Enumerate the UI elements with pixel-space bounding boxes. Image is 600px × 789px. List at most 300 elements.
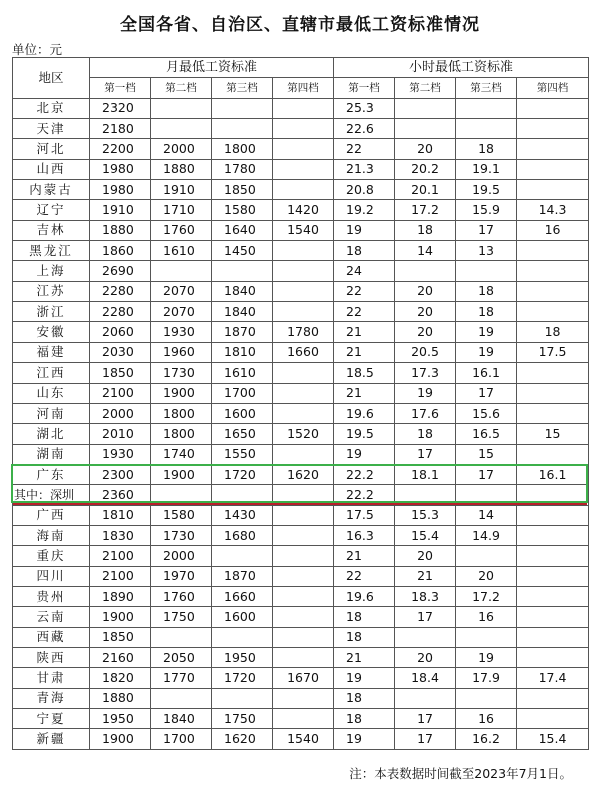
monthly-tier-2-cell: 1900 [151,383,212,403]
hourly-tier-3-cell: 16.2 [456,729,517,749]
hourly-tier-1-cell: 22 [334,281,395,301]
region-cell: 北京 [13,98,90,118]
monthly-tier-4-cell: 1670 [273,668,334,688]
monthly-tier-4-cell [273,261,334,281]
table-row [13,709,589,729]
monthly-tier-2-cell [151,98,212,118]
hourly-tier-3-cell: 19 [456,342,517,362]
region-cell: 陕西 [13,647,90,667]
page-title: 全国各省、自治区、直辖市最低工资标准情况 [120,15,480,35]
hourly-tier-1-header: 第一档 [334,78,395,98]
region-cell: 云南 [13,607,90,627]
hourly-tier-2-cell: 17 [395,444,456,464]
hourly-tier-3-cell [456,485,517,505]
region-cell: 重庆 [13,546,90,566]
hourly-tier-1-cell: 18 [334,607,395,627]
monthly-tier-3-cell [212,627,273,647]
monthly-tier-3-cell [212,98,273,118]
hourly-header: 小时最低工资标准 [334,58,589,78]
monthly-tier-3-cell: 1840 [212,302,273,322]
hourly-tier-3-cell: 16.1 [456,363,517,383]
monthly-tier-1-cell: 1880 [90,220,151,240]
region-cell: 青海 [13,688,90,708]
monthly-tier-4-cell: 1540 [273,729,334,749]
hourly-tier-2-cell: 20 [395,546,456,566]
region-cell: 甘肃 [13,668,90,688]
header-row-groups [13,58,589,78]
region-header: 地区 [13,58,90,99]
hourly-tier-1-cell: 21 [334,383,395,403]
monthly-tier-3-cell: 1750 [212,709,273,729]
hourly-tier-1-cell: 21 [334,647,395,667]
hourly-tier-4-cell [517,281,589,301]
hourly-tier-4-cell [517,485,589,505]
monthly-tier-2-cell: 1970 [151,566,212,586]
hourly-tier-4-cell [517,586,589,606]
hourly-tier-1-cell: 21 [334,546,395,566]
hourly-tier-1-cell: 22 [334,302,395,322]
monthly-tier-3-cell: 1720 [212,668,273,688]
hourly-tier-3-cell: 17 [456,464,517,484]
monthly-tier-4-cell [273,403,334,423]
table-row [13,607,589,627]
hourly-tier-2-cell: 20.5 [395,342,456,362]
hourly-tier-2-cell: 21 [395,566,456,586]
monthly-tier-2-cell: 1960 [151,342,212,362]
hourly-tier-4-cell [517,119,589,139]
monthly-tier-4-cell [273,688,334,708]
hourly-tier-2-cell: 20.1 [395,180,456,200]
monthly-tier-1-cell: 2280 [90,281,151,301]
header-row-tiers [13,78,589,98]
region-cell: 其中：深圳 [13,485,90,505]
monthly-tier-4-cell [273,586,334,606]
region-cell: 黑龙江 [13,241,90,261]
hourly-tier-4-cell [517,363,589,383]
region-cell: 内蒙古 [13,180,90,200]
monthly-tier-1-cell: 2180 [90,119,151,139]
hourly-tier-3-cell [456,546,517,566]
hourly-tier-3-cell [456,688,517,708]
monthly-tier-2-cell: 1880 [151,159,212,179]
hourly-tier-3-cell: 16 [456,607,517,627]
hourly-tier-2-cell: 18 [395,424,456,444]
table-row [13,180,589,200]
monthly-tier-3-header: 第三档 [212,78,273,98]
hourly-tier-2-cell: 18.3 [395,586,456,606]
region-cell: 吉林 [13,220,90,240]
monthly-tier-4-cell [273,505,334,525]
region-cell: 上海 [13,261,90,281]
hourly-tier-2-cell: 17.2 [395,200,456,220]
hourly-tier-3-cell: 17.2 [456,586,517,606]
monthly-tier-1-cell: 2060 [90,322,151,342]
hourly-tier-2-cell: 17 [395,607,456,627]
monthly-tier-1-cell: 2320 [90,98,151,118]
hourly-tier-1-cell: 21 [334,322,395,342]
table-row [13,363,589,383]
hourly-tier-2-cell: 15.4 [395,525,456,545]
monthly-tier-1-cell: 1810 [90,505,151,525]
hourly-tier-3-cell: 15.9 [456,200,517,220]
hourly-tier-1-cell: 18 [334,627,395,647]
footnote: 注：本表数据时间截至2023年7月1日。 [349,766,572,781]
monthly-tier-3-cell: 1840 [212,281,273,301]
hourly-tier-1-cell: 19.6 [334,403,395,423]
monthly-tier-2-cell: 1730 [151,363,212,383]
hourly-tier-3-cell [456,119,517,139]
hourly-tier-1-cell: 18.5 [334,363,395,383]
hourly-tier-4-cell [517,383,589,403]
table-row [13,403,589,423]
hourly-tier-4-cell [517,261,589,281]
monthly-tier-2-cell: 1740 [151,444,212,464]
monthly-tier-1-cell: 2690 [90,261,151,281]
monthly-tier-3-cell: 1800 [212,139,273,159]
monthly-header: 月最低工资标准 [90,58,334,78]
monthly-tier-2-cell: 1700 [151,729,212,749]
hourly-tier-2-cell [395,98,456,118]
table-row [13,525,589,545]
hourly-tier-3-cell: 16 [456,709,517,729]
table-row [13,302,589,322]
hourly-tier-3-cell: 19 [456,647,517,667]
table-row [13,505,589,525]
hourly-tier-1-cell: 25.3 [334,98,395,118]
hourly-tier-1-cell: 19 [334,668,395,688]
monthly-tier-1-cell: 2100 [90,566,151,586]
hourly-tier-2-cell: 14 [395,241,456,261]
monthly-tier-3-cell: 1680 [212,525,273,545]
monthly-tier-1-cell: 1850 [90,363,151,383]
monthly-tier-2-cell: 1800 [151,403,212,423]
hourly-tier-1-cell: 22 [334,566,395,586]
hourly-tier-1-cell: 16.3 [334,525,395,545]
region-cell: 河南 [13,403,90,423]
monthly-tier-2-cell: 1840 [151,709,212,729]
hourly-tier-2-cell [395,485,456,505]
hourly-tier-1-cell: 17.5 [334,505,395,525]
hourly-tier-3-cell [456,261,517,281]
monthly-tier-1-cell: 2160 [90,647,151,667]
hourly-tier-4-cell: 15 [517,424,589,444]
table-body [13,98,589,749]
hourly-tier-1-cell: 19 [334,220,395,240]
monthly-tier-3-cell [212,546,273,566]
monthly-tier-2-cell: 2000 [151,546,212,566]
region-cell: 西藏 [13,627,90,647]
monthly-tier-4-cell [273,281,334,301]
monthly-tier-1-cell: 1880 [90,688,151,708]
hourly-tier-4-cell [517,302,589,322]
hourly-tier-4-cell [517,607,589,627]
monthly-tier-1-cell: 2300 [90,464,151,484]
hourly-tier-3-cell: 15 [456,444,517,464]
unit-label: 单位：元 [12,42,63,57]
monthly-tier-2-cell [151,485,212,505]
monthly-tier-4-cell [273,302,334,322]
region-cell: 福建 [13,342,90,362]
monthly-tier-4-cell [273,647,334,667]
table-row [13,424,589,444]
monthly-tier-3-cell: 1620 [212,729,273,749]
monthly-tier-1-cell: 1850 [90,627,151,647]
hourly-tier-4-cell: 17.4 [517,668,589,688]
hourly-tier-2-cell [395,119,456,139]
hourly-tier-2-cell: 18.1 [395,464,456,484]
monthly-tier-1-header: 第一档 [90,78,151,98]
monthly-tier-3-cell: 1720 [212,464,273,484]
region-cell: 河北 [13,139,90,159]
table-row [13,444,589,464]
monthly-tier-1-cell: 1900 [90,729,151,749]
monthly-tier-4-cell: 1660 [273,342,334,362]
table-row [13,119,589,139]
monthly-tier-1-cell: 1820 [90,668,151,688]
table-row [13,647,589,667]
hourly-tier-1-cell: 22.6 [334,119,395,139]
monthly-tier-4-cell: 1420 [273,200,334,220]
monthly-tier-1-cell: 1900 [90,607,151,627]
monthly-tier-3-cell [212,688,273,708]
hourly-tier-4-cell: 14.3 [517,200,589,220]
hourly-tier-3-cell: 19.1 [456,159,517,179]
table-row [13,688,589,708]
hourly-tier-4-cell: 17.5 [517,342,589,362]
monthly-tier-1-cell: 1930 [90,444,151,464]
monthly-tier-1-cell: 2280 [90,302,151,322]
monthly-tier-4-cell [273,363,334,383]
hourly-tier-2-cell [395,688,456,708]
hourly-tier-2-cell: 17.3 [395,363,456,383]
monthly-tier-2-cell [151,119,212,139]
hourly-tier-3-cell: 19.5 [456,180,517,200]
monthly-tier-4-cell [273,180,334,200]
monthly-tier-2-cell: 1910 [151,180,212,200]
monthly-tier-4-cell [273,485,334,505]
table-row [13,241,589,261]
minimum-wage-table [12,57,589,750]
hourly-tier-2-cell: 20 [395,139,456,159]
monthly-tier-4-cell: 1620 [273,464,334,484]
hourly-tier-4-cell: 18 [517,322,589,342]
table-row [13,485,589,505]
hourly-tier-1-cell: 19 [334,444,395,464]
monthly-tier-3-cell [212,485,273,505]
monthly-tier-1-cell: 1860 [90,241,151,261]
table-row [13,281,589,301]
hourly-tier-1-cell: 22.2 [334,485,395,505]
monthly-tier-1-cell: 2030 [90,342,151,362]
table-row [13,139,589,159]
hourly-tier-2-cell: 20 [395,322,456,342]
hourly-tier-2-cell: 18 [395,220,456,240]
monthly-tier-1-cell: 2100 [90,546,151,566]
hourly-tier-4-cell [517,546,589,566]
region-cell: 湖南 [13,444,90,464]
monthly-tier-4-cell [273,119,334,139]
hourly-tier-3-cell: 16.5 [456,424,517,444]
hourly-tier-1-cell: 19 [334,729,395,749]
table-row [13,220,589,240]
monthly-tier-2-cell [151,627,212,647]
hourly-tier-4-cell [517,566,589,586]
region-cell: 四川 [13,566,90,586]
hourly-tier-1-cell: 20.8 [334,180,395,200]
table-row [13,383,589,403]
region-cell: 江苏 [13,281,90,301]
monthly-tier-1-cell: 2000 [90,403,151,423]
monthly-tier-3-cell: 1810 [212,342,273,362]
monthly-tier-1-cell: 1950 [90,709,151,729]
region-cell: 江西 [13,363,90,383]
hourly-tier-1-cell: 22.2 [334,464,395,484]
monthly-tier-3-cell: 1430 [212,505,273,525]
region-cell: 新疆 [13,729,90,749]
monthly-tier-4-cell [273,383,334,403]
hourly-tier-4-cell [517,525,589,545]
hourly-tier-3-cell: 20 [456,566,517,586]
hourly-tier-1-cell: 22 [334,139,395,159]
monthly-tier-3-cell: 1660 [212,586,273,606]
monthly-tier-4-cell: 1520 [273,424,334,444]
monthly-tier-2-cell: 1770 [151,668,212,688]
monthly-tier-1-cell: 2200 [90,139,151,159]
region-cell: 安徽 [13,322,90,342]
monthly-tier-1-cell: 1910 [90,200,151,220]
region-cell: 湖北 [13,424,90,444]
hourly-tier-2-cell: 17 [395,709,456,729]
monthly-tier-2-cell: 2050 [151,647,212,667]
hourly-tier-2-cell: 20 [395,647,456,667]
table-row [13,729,589,749]
monthly-tier-3-cell: 1700 [212,383,273,403]
hourly-tier-3-cell: 14 [456,505,517,525]
hourly-tier-1-cell: 21.3 [334,159,395,179]
region-cell: 广东 [13,464,90,484]
monthly-tier-4-cell [273,444,334,464]
hourly-tier-3-cell: 18 [456,302,517,322]
monthly-tier-4-cell [273,607,334,627]
monthly-tier-1-cell: 1980 [90,159,151,179]
table-row [13,159,589,179]
monthly-tier-3-cell: 1640 [212,220,273,240]
hourly-tier-1-cell: 19.2 [334,200,395,220]
monthly-tier-3-cell [212,261,273,281]
hourly-tier-2-cell: 15.3 [395,505,456,525]
hourly-tier-4-cell [517,709,589,729]
monthly-tier-3-cell: 1550 [212,444,273,464]
monthly-tier-4-cell [273,241,334,261]
table-row [13,668,589,688]
monthly-tier-2-cell: 1900 [151,464,212,484]
hourly-tier-1-cell: 19.6 [334,586,395,606]
monthly-tier-4-cell [273,98,334,118]
table-row [13,464,589,484]
region-cell: 浙江 [13,302,90,322]
monthly-tier-4-cell: 1540 [273,220,334,240]
hourly-tier-3-cell [456,627,517,647]
region-cell: 山东 [13,383,90,403]
hourly-tier-2-cell [395,261,456,281]
monthly-tier-2-cell: 1750 [151,607,212,627]
monthly-tier-3-cell: 1870 [212,566,273,586]
monthly-tier-4-cell [273,525,334,545]
hourly-tier-4-cell [517,241,589,261]
hourly-tier-4-cell [517,444,589,464]
monthly-tier-4-cell [273,627,334,647]
table-row [13,322,589,342]
monthly-tier-3-cell: 1580 [212,200,273,220]
monthly-tier-2-cell: 1730 [151,525,212,545]
hourly-tier-4-cell: 16 [517,220,589,240]
monthly-tier-3-cell: 1850 [212,180,273,200]
monthly-tier-3-cell: 1950 [212,647,273,667]
monthly-tier-4-cell [273,566,334,586]
table-row [13,546,589,566]
hourly-tier-3-cell: 18 [456,281,517,301]
hourly-tier-2-cell [395,627,456,647]
hourly-tier-4-cell: 16.1 [517,464,589,484]
hourly-tier-1-cell: 24 [334,261,395,281]
table-row [13,261,589,281]
monthly-tier-4-cell [273,709,334,729]
hourly-tier-4-cell: 15.4 [517,729,589,749]
monthly-tier-4-cell: 1780 [273,322,334,342]
hourly-tier-1-cell: 18 [334,241,395,261]
monthly-tier-3-cell: 1870 [212,322,273,342]
monthly-tier-3-cell: 1600 [212,403,273,423]
hourly-tier-1-cell: 18 [334,688,395,708]
monthly-tier-4-cell [273,159,334,179]
monthly-tier-2-cell [151,688,212,708]
table-row [13,566,589,586]
hourly-tier-1-cell: 21 [334,342,395,362]
monthly-tier-1-cell: 1890 [90,586,151,606]
hourly-tier-4-cell [517,180,589,200]
hourly-tier-2-cell: 17.6 [395,403,456,423]
monthly-tier-2-cell: 1710 [151,200,212,220]
hourly-tier-2-cell: 20 [395,281,456,301]
hourly-tier-4-cell [517,139,589,159]
monthly-tier-3-cell: 1780 [212,159,273,179]
hourly-tier-2-cell: 20 [395,302,456,322]
monthly-tier-4-cell [273,139,334,159]
monthly-tier-2-cell: 2070 [151,302,212,322]
hourly-tier-4-header: 第四档 [517,78,589,98]
monthly-tier-1-cell: 2360 [90,485,151,505]
monthly-tier-1-cell: 1980 [90,180,151,200]
hourly-tier-2-cell: 19 [395,383,456,403]
monthly-tier-3-cell: 1610 [212,363,273,383]
table-row [13,586,589,606]
monthly-tier-2-cell: 1610 [151,241,212,261]
monthly-tier-1-cell: 2010 [90,424,151,444]
hourly-tier-1-cell: 18 [334,709,395,729]
monthly-tier-1-cell: 2100 [90,383,151,403]
monthly-tier-3-cell: 1650 [212,424,273,444]
monthly-tier-3-cell: 1600 [212,607,273,627]
monthly-tier-3-cell [212,119,273,139]
table-row [13,627,589,647]
monthly-tier-2-cell: 1930 [151,322,212,342]
monthly-tier-4-cell [273,546,334,566]
monthly-tier-2-cell: 1760 [151,220,212,240]
hourly-tier-3-cell: 13 [456,241,517,261]
monthly-tier-2-cell: 1800 [151,424,212,444]
hourly-tier-2-header: 第二档 [395,78,456,98]
monthly-tier-1-cell: 1830 [90,525,151,545]
